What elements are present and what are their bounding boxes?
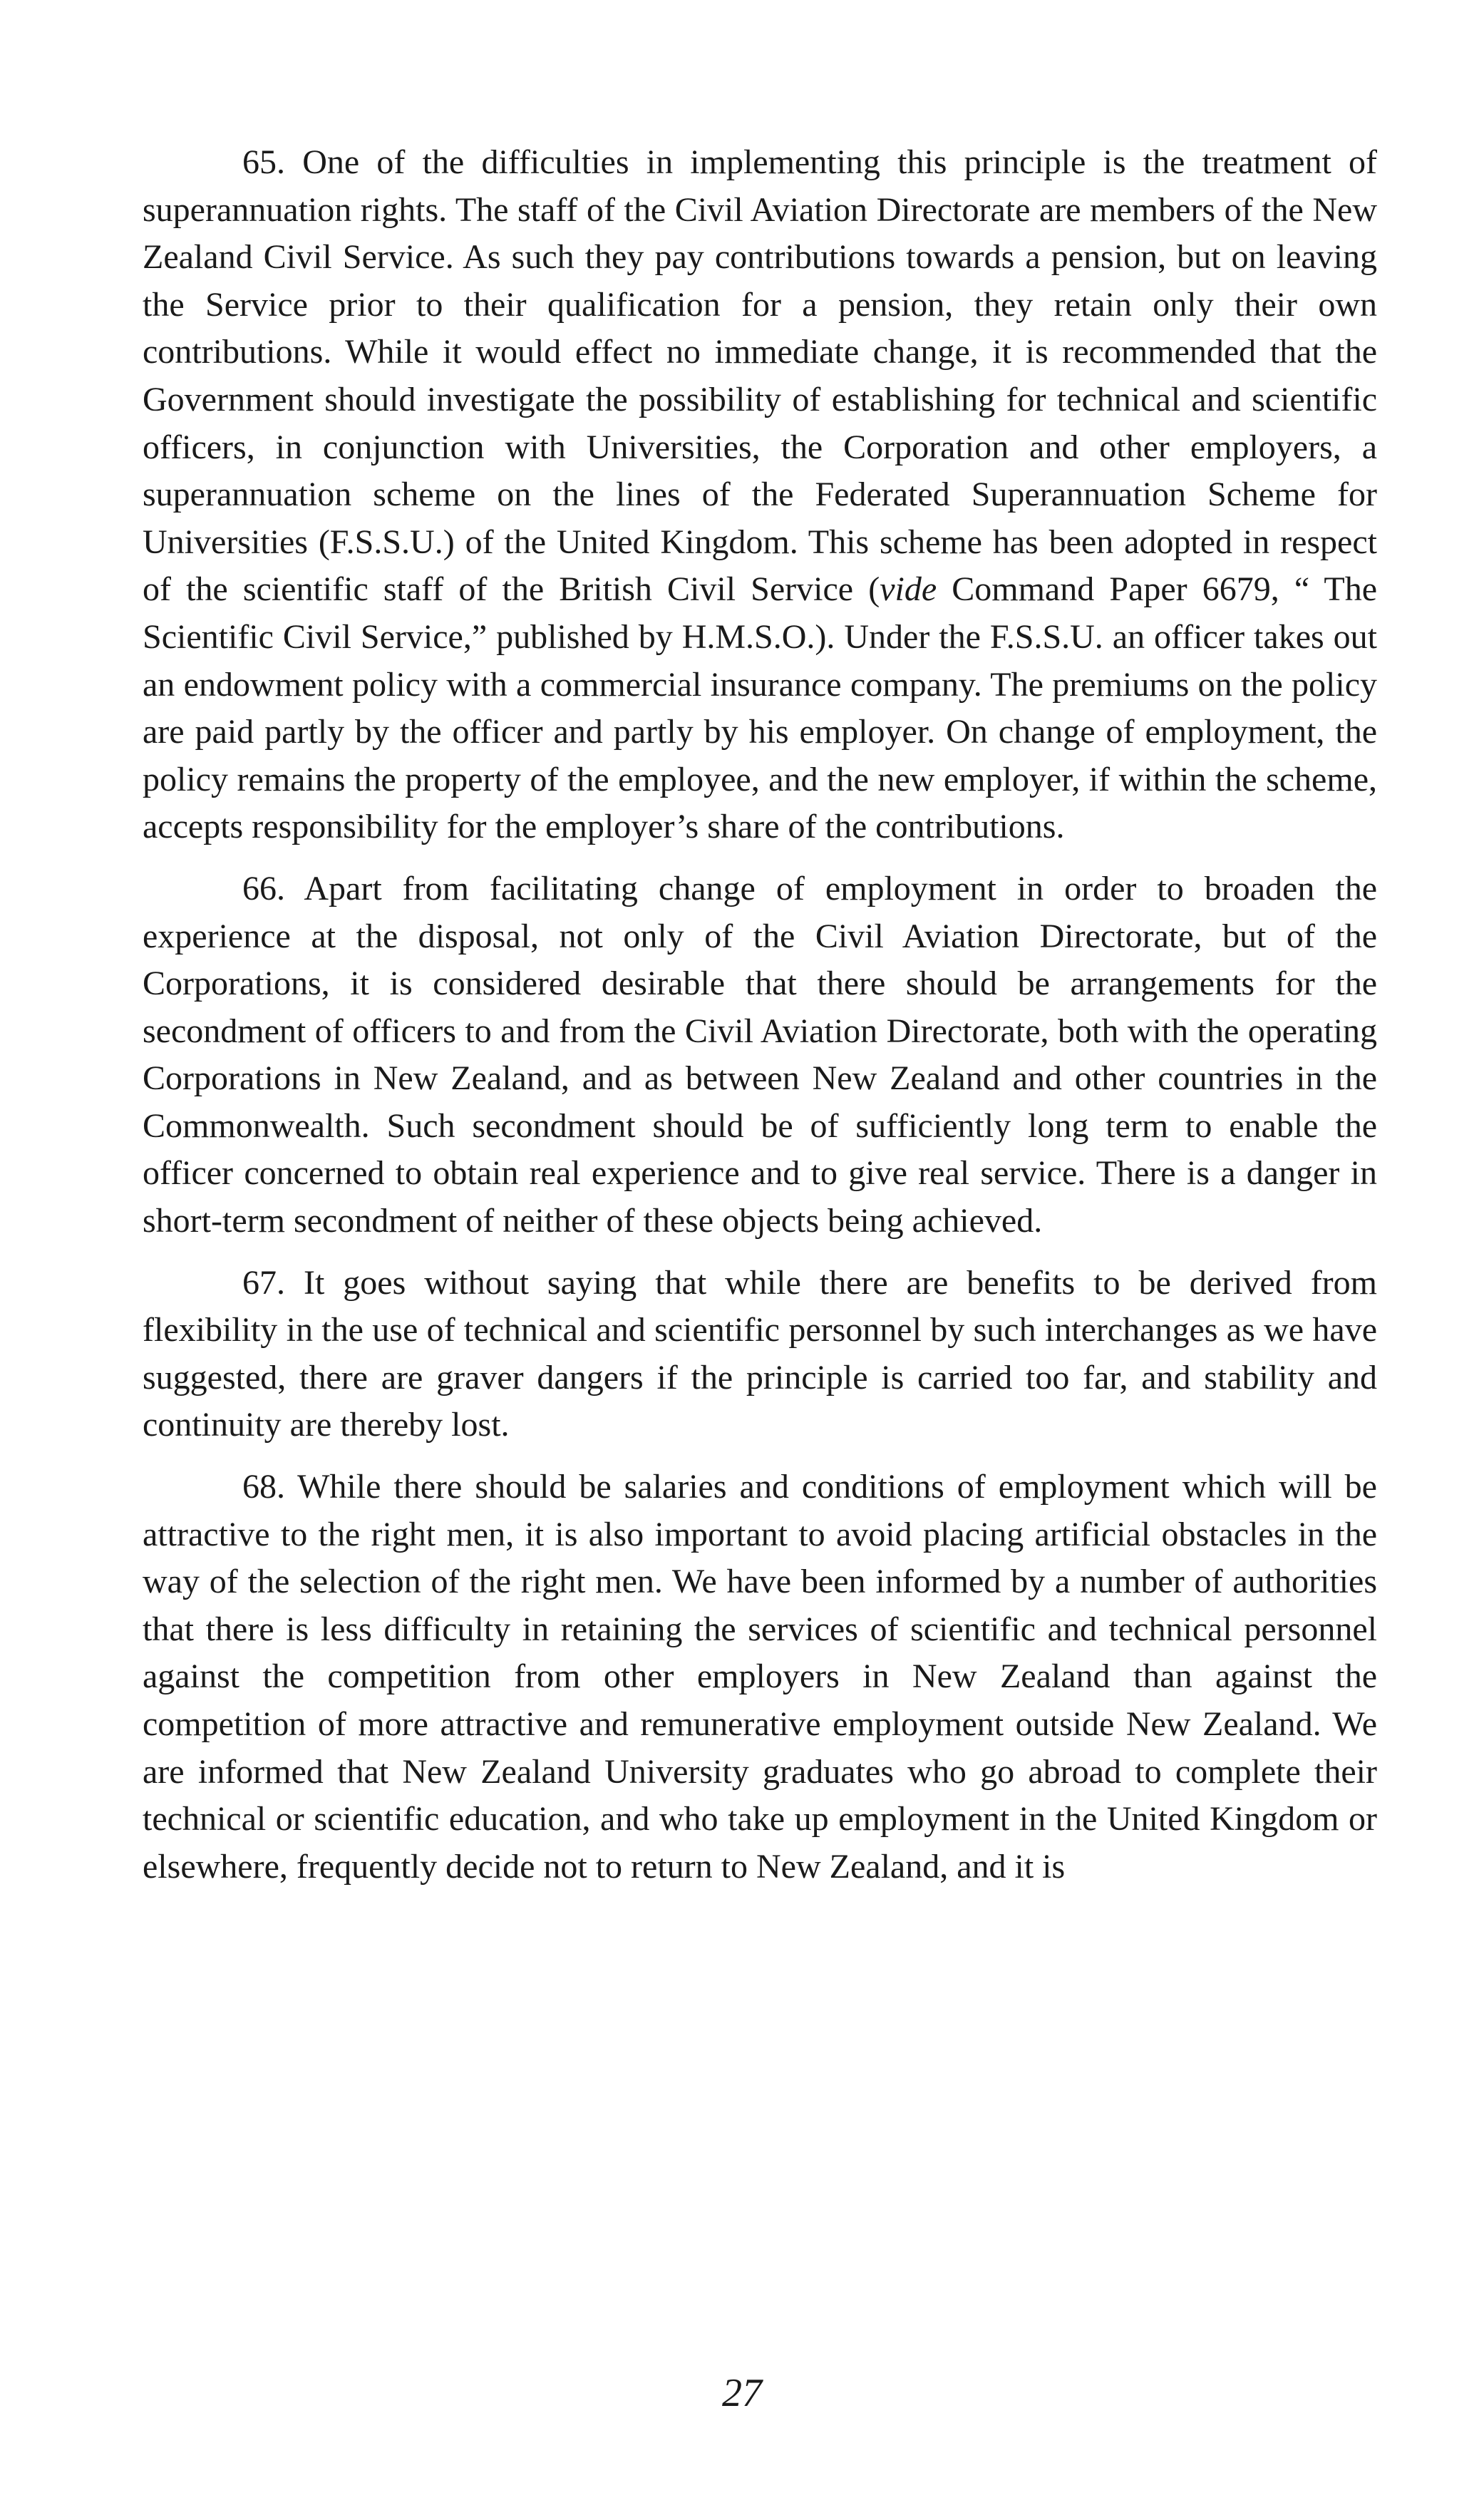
paragraph-text: Apart from facilitating change of employment in order to broaden the experience at the disposal, not only of the Civil Aviation Directorate, but of the Corporations, it is considered desirable that there should be arrangements for the secondment of officers to and from the Civil Aviation Directorate, both with the operating Corporations in New Zealand, and as between New Zealand and other countries in the Commonwealth. Such secondment should be of sufficiently long term to enable the officer concerned to obtain real experience and to give real service. There is a danger in short-term secondment of neither of these objects being achieved. xyxy=(143,869,1377,1240)
paragraph-text: One of the difficulties in implementing this principle is the treatment of superannuation rights. The staff of the Civil Aviation Directorate are members of the New Zealand Civil Service. As such they pay contributions towards a pension, but on leaving the Service prior to their qualification for a pension, they retain only their own contributions. While it would effect no immediate change, it is recommended that the Government should investigate the possibility of establishing for technical and scientific officers, in conjunction with Universities, the Corporation and other employers, a superannuation scheme on the lines of the Federated Superannuation Scheme for Universities (F.S.S.U.) of the United Kingdom. This scheme has been adopted in respect of the scientific staff of the British Civil Service ( xyxy=(143,143,1377,609)
paragraph-text: It goes without saying that while there are benefits to be derived from flexibility in the use of technical and scientific personnel by such interchanges as we have suggested, there are graver dangers if the principle is carried too far, and stability and continuity are thereby lost. xyxy=(143,1263,1377,1444)
paragraph-65 xyxy=(143,139,1377,851)
page-number: 27 xyxy=(722,2371,762,2415)
body-text xyxy=(143,139,1377,1905)
paragraph-number: 68. xyxy=(242,1468,285,1506)
paragraph-number: 65. xyxy=(242,143,285,181)
paragraph-67 xyxy=(143,1260,1377,1449)
paragraph-text: While there should be salaries and conditions of employment which will be attractive to the right men, it is also important to avoid placing artificial obstacles in the way of the selection of the right men. We have been informed by a number of authorities that there is less difficulty in retaining the services of scientific and technical personnel against the competition from other employers in New Zealand than against the competition of more attractive and remunerative employment outside New Zealand. We are informed that New Zealand University graduates who go abroad to complete their technical or scientific education, and who take up employment in the United Kingdom or elsewhere, frequently decide not to return to New Zealand, and it is xyxy=(143,1468,1377,1886)
paragraph-text-continued: Command Paper 6679, “ The Scientific Civil Service,” published by H.M.S.O.). Under the F.S.S.U. an officer takes out an endowment policy with a commercial insurance company. The premiums on the policy are paid partly by the officer and partly by his employer. On change of employment, the policy remains the property of the employee, and the new employer, if within the scheme, accepts responsibility for the employer’s share of the contributions. xyxy=(143,570,1378,846)
paragraph-68 xyxy=(143,1464,1377,1891)
paragraph-66 xyxy=(143,865,1377,1245)
paragraph-number: 66. xyxy=(242,869,285,907)
italic-vide: vide xyxy=(880,570,937,609)
paragraph-number: 67. xyxy=(242,1263,285,1302)
